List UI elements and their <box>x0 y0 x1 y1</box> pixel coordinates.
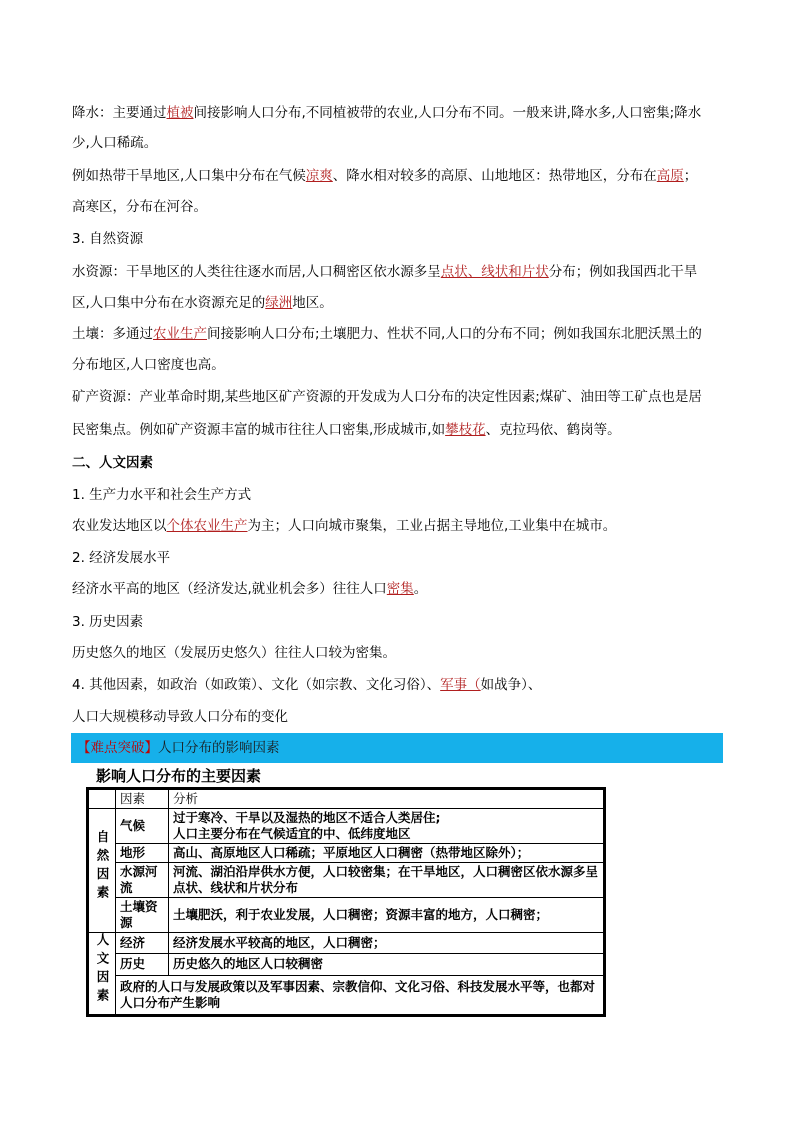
underlined-keyword: 农业生产 <box>153 326 207 342</box>
underlined-keyword: 点状、线状和片状 <box>440 264 549 280</box>
text-line <box>72 133 722 153</box>
header-blank-cell <box>89 790 116 809</box>
text-line <box>72 707 722 727</box>
text-line <box>72 103 722 123</box>
text-span: 民密集点。例如矿产资源丰富的城市往往人口密集,形成城市,如 <box>72 422 446 438</box>
text-line <box>72 612 722 632</box>
text-span: 1. 生产力水平和社会生产方式 <box>72 487 252 503</box>
underlined-keyword: 密集 <box>386 581 414 597</box>
human-category-label: 人文因素 <box>95 933 110 1007</box>
underlined-keyword: 高原 <box>656 168 684 184</box>
text-span: 间接影响人口分布,不同植被带的农业,人口分布不同。一般来讲,降水多,人口密集;降水 <box>193 105 702 121</box>
factor-climate: 气候 <box>116 809 169 844</box>
text-line <box>72 420 722 440</box>
banner-title: 人口分布的影响因素 <box>158 740 280 756</box>
text-line <box>72 324 722 344</box>
text-span: 为主；人口向城市聚集，工业占据主导地位,工业集中在城市。 <box>247 518 617 534</box>
table-header-row <box>89 790 604 809</box>
text-span: 矿产资源：产业革命时期,某些地区矿产资源的开发成为人口分布的决定性因素;煤矿、油田等工矿点也是居 <box>72 389 702 405</box>
analysis-history: 历史悠久的地区人口较稠密 <box>169 954 604 975</box>
table-row <box>89 975 604 1014</box>
text-line <box>72 387 722 407</box>
text-span: 高寒区，分布在河谷。 <box>72 199 207 215</box>
factors-table <box>86 787 606 1017</box>
factor-economy: 经济 <box>116 933 169 954</box>
analysis-water: 河流、湖泊沿岸供水方便，人口较密集；在干旱地区，人口稠密区依水源多呈点状、线状和片状分布 <box>169 863 604 898</box>
text-span: 水资源：干旱地区的人类往往逐水而居,人口稠密区依水源多呈 <box>72 264 441 280</box>
text-line <box>72 355 722 375</box>
factor-water: 水源河流 <box>116 863 169 898</box>
underlined-keyword: 攀枝花 <box>445 422 486 438</box>
human-category-cell <box>89 933 116 1015</box>
table-row <box>89 844 604 863</box>
analysis-economy: 经济发展水平较高的地区，人口稠密； <box>169 933 604 954</box>
analysis-terrain: 高山、高原地区人口稀疏；平原地区人口稠密（热带地区除外）； <box>169 844 604 863</box>
text-line <box>72 643 722 663</box>
banner-heading <box>77 738 280 758</box>
text-line <box>72 675 722 695</box>
table-row <box>89 954 604 975</box>
underlined-keyword: 植被 <box>166 105 194 121</box>
text-span: 4. 其他因素，如政治（如政策）、文化（如宗教、文化习俗）、 <box>72 677 441 693</box>
text-line <box>72 166 722 186</box>
analysis-other: 政府的人口与发展政策以及军事因素、宗教信仰、文化习俗、科技发展水平等，也都对人口分布产生影响 <box>116 975 604 1014</box>
text-span: 、克拉玛依、鹤岗等。 <box>485 422 621 438</box>
natural-category-label: 自然因素 <box>95 830 110 904</box>
text-span: 分布；例如我国西北干旱 <box>548 264 698 280</box>
underlined-keyword: 军事（ <box>440 677 481 693</box>
text-line <box>72 262 722 282</box>
factor-terrain: 地形 <box>116 844 169 863</box>
text-span: 、降水相对较多的高原、山地地区：热带地区，分布在 <box>332 168 657 184</box>
text-span: 3. 历史因素 <box>72 614 144 630</box>
header-factor: 因素 <box>116 790 169 809</box>
text-line <box>72 516 722 536</box>
text-span: 二、人文因素 <box>72 455 153 471</box>
factor-soil: 土壤资源 <box>116 898 169 933</box>
text-span: ； <box>683 168 698 184</box>
text-span: 历史悠久的地区（发展历史悠久）往往人口较为密集。 <box>72 645 396 661</box>
text-span: 少,人口稀疏。 <box>72 135 158 151</box>
table-title: 影响人口分布的主要因素 <box>96 767 262 785</box>
text-span: 分布地区,人口密度也高。 <box>72 357 225 373</box>
table-row <box>89 933 604 954</box>
analysis-climate: 过于寒冷、干旱以及湿热的地区不适合人类居住; 人口主要分布在气候适宜的中、低纬度地区 <box>169 809 604 844</box>
text-line <box>72 579 722 599</box>
underlined-keyword: 绿洲 <box>265 295 293 311</box>
table-row <box>89 863 604 898</box>
text-span: 。 <box>413 581 428 597</box>
text-span: 农业发达地区以 <box>72 518 167 534</box>
text-span: 如战争）、 <box>480 677 542 693</box>
text-span: 人口大规模移动导致人口分布的变化 <box>72 709 288 725</box>
text-span: 地区。 <box>292 295 333 311</box>
text-line <box>72 293 722 313</box>
text-span: 3. 自然资源 <box>72 231 144 247</box>
factor-history: 历史 <box>116 954 169 975</box>
text-line <box>72 485 722 505</box>
table-row <box>89 898 604 933</box>
header-analysis: 分析 <box>169 790 604 809</box>
text-span: 降水：主要通过 <box>72 105 167 121</box>
text-span: 例如热带干旱地区,人口集中分布在气候 <box>72 168 306 184</box>
underlined-keyword: 凉爽 <box>305 168 333 184</box>
underlined-keyword: 个体农业生产 <box>166 518 248 534</box>
text-line <box>72 229 722 249</box>
section-banner <box>71 733 723 763</box>
text-span: 2. 经济发展水平 <box>72 550 171 566</box>
text-span: 区,人口集中分布在水资源充足的 <box>72 295 266 311</box>
table-row <box>89 809 604 844</box>
text-line <box>72 548 722 568</box>
text-span: 土壤：多通过 <box>72 326 153 342</box>
natural-category-cell <box>89 809 116 933</box>
analysis-soil: 土壤肥沃，利于农业发展，人口稠密；资源丰富的地方，人口稠密； <box>169 898 604 933</box>
text-span: 经济水平高的地区（经济发达,就业机会多）往往人口 <box>72 581 387 597</box>
text-line <box>72 197 722 217</box>
text-span: 间接影响人口分布;土壤肥力、性状不同,人口的分布不同；例如我国东北肥沃黑土的 <box>207 326 702 342</box>
banner-tag: 【难点突破】 <box>77 740 158 756</box>
text-line <box>72 453 722 473</box>
